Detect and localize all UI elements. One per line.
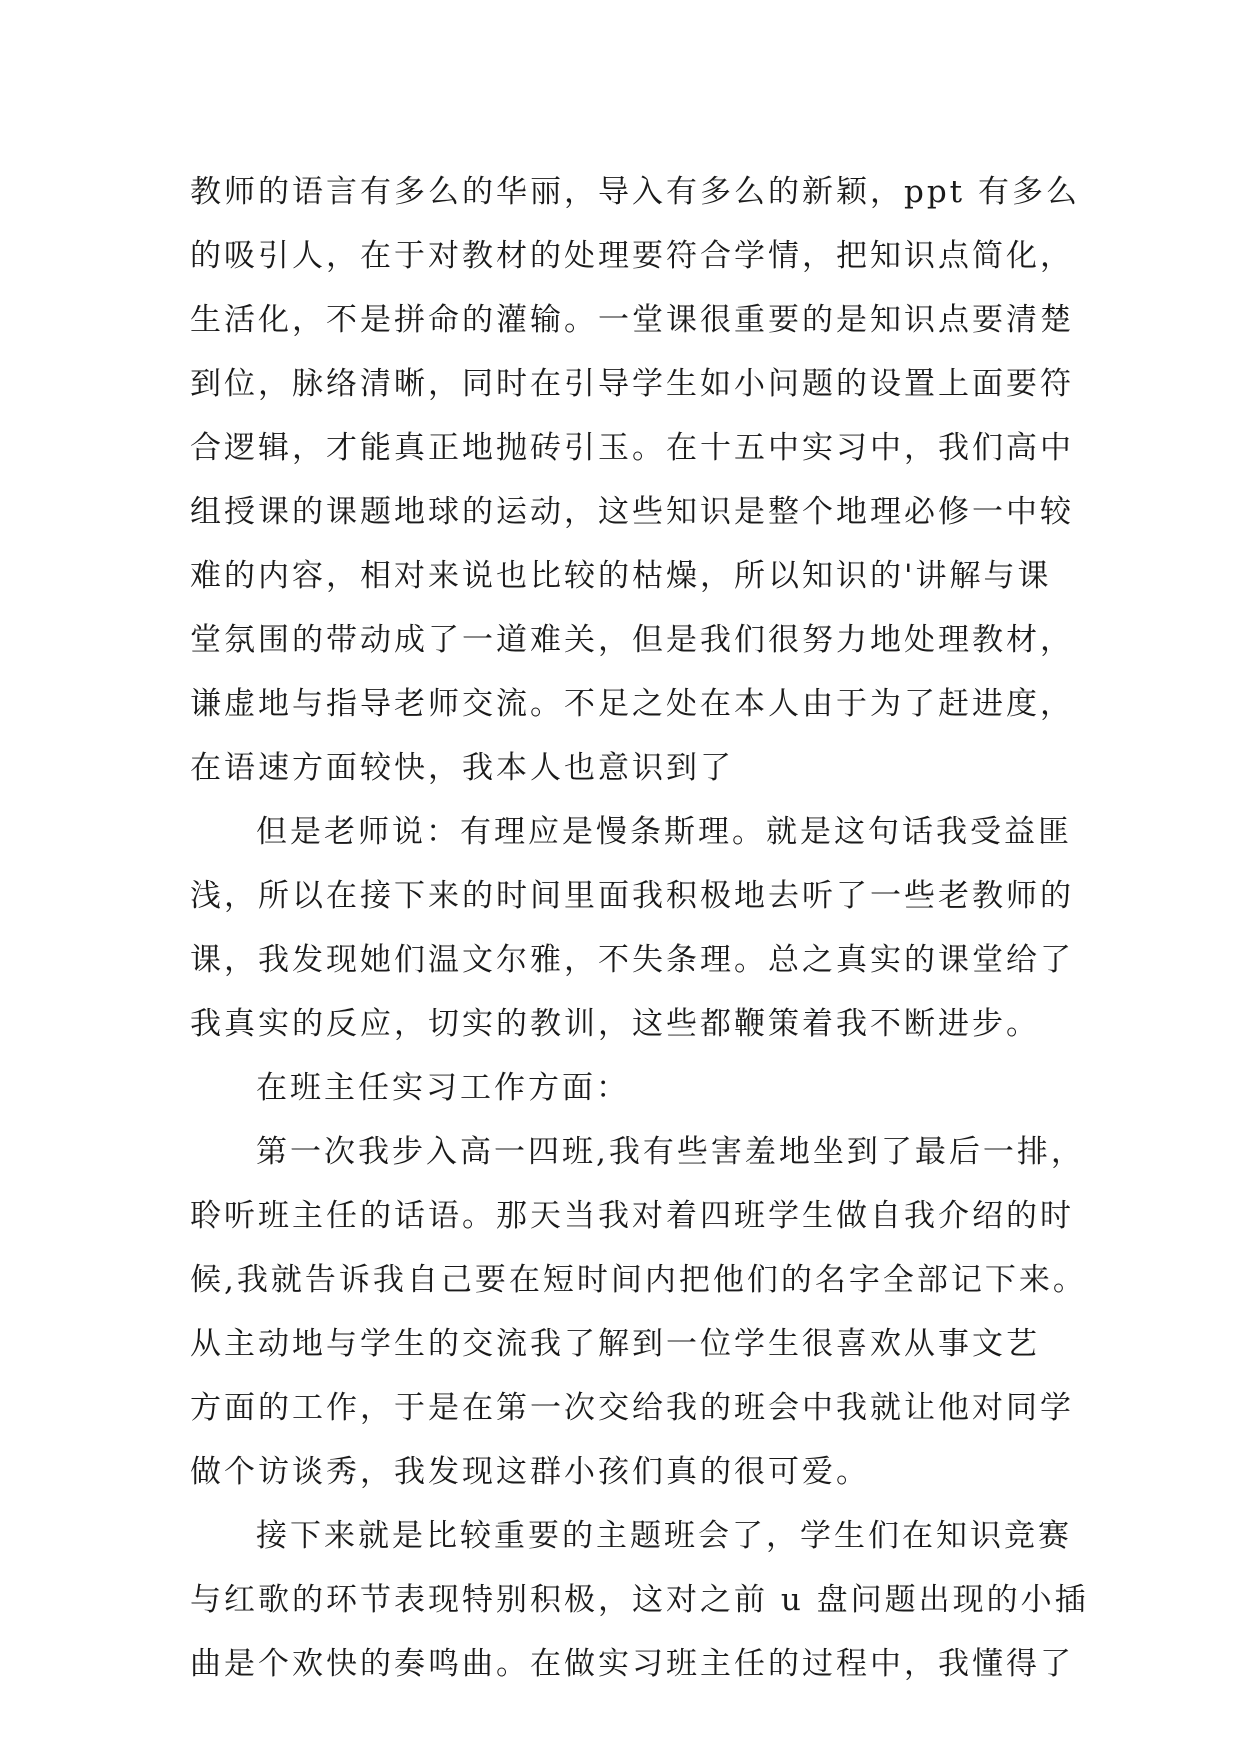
text-line: 教师的语言有多么的华丽，导入有多么的新颖，ppt 有多么 [190,174,1080,210]
text-line: 的吸引人，在于对教材的处理要符合学情，把知识点简化， [190,238,1074,274]
text-line: 在班主任实习工作方面： [256,1070,630,1106]
text-line: 到位，脉络清晰，同时在引导学生如小问题的设置上面要符 [190,366,1074,402]
text-line: 堂氛围的带动成了一道难关，但是我们很努力地处理教材， [190,622,1074,658]
text-line: 难的内容，相对来说也比较的枯燥，所以知识的'讲解与课 [190,558,1052,594]
text-line: 方面的工作，于是在第一次交给我的班会中我就让他对同学 [190,1390,1074,1426]
text-line: 浅，所以在接下来的时间里面我积极地去听了一些老教师的 [190,878,1074,914]
text-line: 谦虚地与指导老师交流。不足之处在本人由于为了赶进度， [190,686,1074,722]
body-text [190,160,1089,1696]
text-line: 聆听班主任的话语。那天当我对着四班学生做自我介绍的时 [190,1198,1074,1234]
text-line: 第一次我步入高一四班,我有些害羞地坐到了最后一排， [256,1134,1085,1170]
text-line: 做个访谈秀，我发现这群小孩们真的很可爱。 [190,1454,870,1490]
text-line: 在语速方面较快，我本人也意识到了 [190,750,734,786]
text-line: 候,我就告诉我自己要在短时间内把他们的名字全部记下来。 [190,1262,1087,1298]
text-line: 接下来就是比较重要的主题班会了，学生们在知识竞赛 [256,1518,1072,1554]
text-line: 我真实的反应，切实的教训，这些都鞭策着我不断进步。 [190,1006,1040,1042]
text-line: 生活化，不是拼命的灌输。一堂课很重要的是知识点要清楚 [190,302,1074,338]
text-line: 与红歌的环节表现特别积极，这对之前 u 盘问题出现的小插 [190,1582,1089,1618]
text-line: 合逻辑，才能真正地抛砖引玉。在十五中实习中，我们高中 [190,430,1074,466]
text-line: 组授课的课题地球的运动，这些知识是整个地理必修一中较 [190,494,1074,530]
text-line: 从主动地与学生的交流我了解到一位学生很喜欢从事文艺 [190,1326,1040,1362]
text-line: 曲是个欢快的奏鸣曲。在做实习班主任的过程中，我懂得了 [190,1646,1074,1682]
text-line: 但是老师说：有理应是慢条斯理。就是这句话我受益匪 [256,814,1072,850]
text-line: 课，我发现她们温文尔雅，不失条理。总之真实的课堂给了 [190,942,1074,978]
